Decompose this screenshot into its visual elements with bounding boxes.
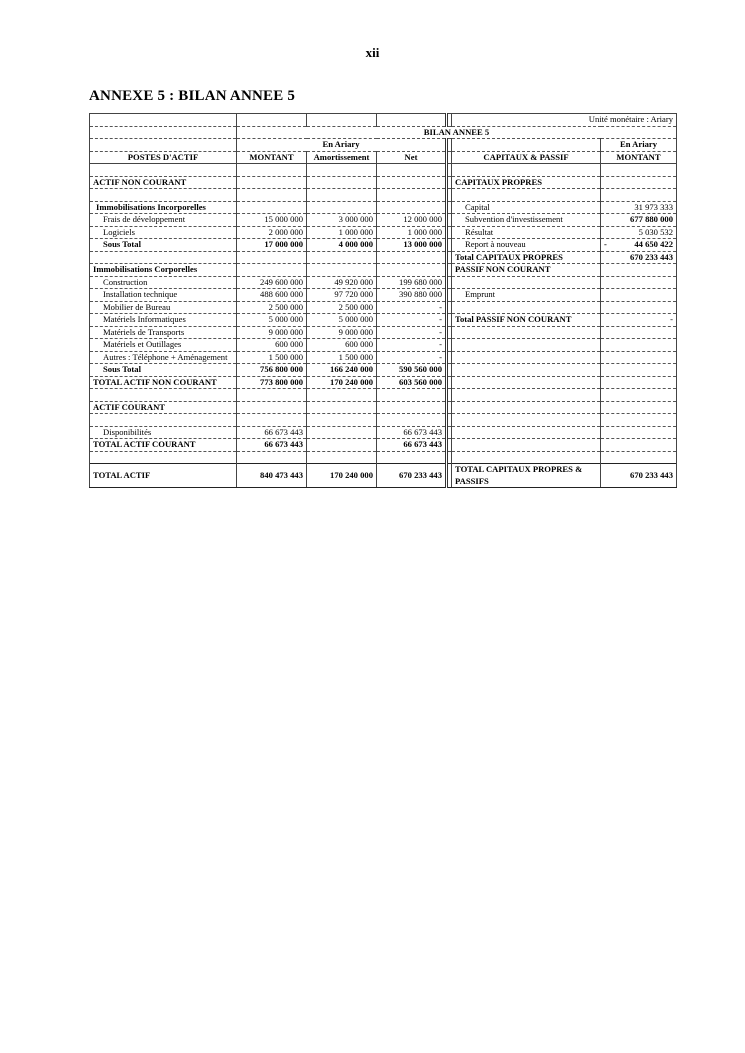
net-cell [377, 251, 447, 264]
table-row [90, 314, 677, 327]
montant-cell [237, 201, 307, 214]
table-row [90, 414, 677, 427]
passif-montant: 677 880 000 [601, 214, 677, 227]
amortissement-cell [307, 189, 377, 202]
amortissement-cell: 9 000 000 [307, 326, 377, 339]
montant-cell: 15 000 000 [237, 214, 307, 227]
row-label: TOTAL ACTIF COURANT [90, 439, 237, 452]
montant-cell: 66 673 443 [237, 426, 307, 439]
passif-montant: 670 233 443 [601, 251, 677, 264]
montant-cell: 1 500 000 [237, 351, 307, 364]
passif-label [452, 389, 601, 402]
col-amortissement: Amortissement [307, 151, 377, 164]
col-net: Net [377, 151, 447, 164]
passif-montant: 5 030 532 [601, 226, 677, 239]
table-row [90, 401, 677, 414]
passif-montant [601, 339, 677, 352]
net-cell: 199 680 000 [377, 276, 447, 289]
table-row [90, 214, 677, 227]
table-row [90, 426, 677, 439]
montant-cell [237, 389, 307, 402]
net-cell [377, 164, 447, 177]
passif-label [452, 414, 601, 427]
passif-montant: 31 973 333 [601, 201, 677, 214]
net-cell: 13 000 000 [377, 239, 447, 252]
row-label: ACTIF COURANT [90, 401, 237, 414]
passif-label: Report à nouveau [452, 239, 601, 252]
passif-label [452, 301, 601, 314]
net-cell: 670 233 443 [377, 464, 447, 488]
passif-label [452, 426, 601, 439]
passif-montant [601, 264, 677, 277]
title-row [90, 126, 677, 139]
net-cell: 66 673 443 [377, 426, 447, 439]
row-label: Sous Total [90, 364, 237, 377]
net-cell [377, 264, 447, 277]
passif-label [452, 164, 601, 177]
montant-cell: 600 000 [237, 339, 307, 352]
passif-label: Subvention d'investissement [452, 214, 601, 227]
net-cell: 590 560 000 [377, 364, 447, 377]
amortissement-cell: 170 240 000 [307, 464, 377, 488]
net-cell: - [377, 314, 447, 327]
amortissement-cell: 170 240 000 [307, 376, 377, 389]
montant-cell [237, 414, 307, 427]
table-row [90, 439, 677, 452]
net-cell [377, 176, 447, 189]
amortissement-cell [307, 401, 377, 414]
balance-sheet-table [89, 113, 677, 488]
row-label [90, 164, 237, 177]
amortissement-cell [307, 426, 377, 439]
passif-montant [601, 414, 677, 427]
passif-label [452, 401, 601, 414]
net-cell: - [377, 301, 447, 314]
passif-label: Résultat [452, 226, 601, 239]
net-cell: - [377, 339, 447, 352]
amortissement-cell [307, 251, 377, 264]
passif-montant [601, 289, 677, 302]
passif-label: CAPITAUX PROPRES [452, 176, 601, 189]
table-row [90, 364, 677, 377]
row-label: Installation technique [90, 289, 237, 302]
passif-label [452, 189, 601, 202]
row-label: Autres : Téléphone + Aménagement [90, 351, 237, 364]
table-row [90, 164, 677, 177]
table-row [90, 301, 677, 314]
passif-montant [601, 239, 677, 252]
passif-label: Total PASSIF NON COURANT [452, 314, 601, 327]
montant-cell: 5 000 000 [237, 314, 307, 327]
col-montant: MONTANT [237, 151, 307, 164]
montant-cell [237, 264, 307, 277]
montant-cell: 2 500 000 [237, 301, 307, 314]
amortissement-cell [307, 389, 377, 402]
passif-montant: - [601, 314, 677, 327]
amortissement-cell [307, 176, 377, 189]
montant-cell [237, 189, 307, 202]
row-label: Frais de développement [90, 214, 237, 227]
col-postes: POSTES D'ACTIF [90, 151, 237, 164]
table-row [90, 239, 677, 252]
passif-label [452, 326, 601, 339]
passif-montant [601, 189, 677, 202]
row-label [90, 389, 237, 402]
currency-unit: Unité monétaire : Ariary [452, 114, 677, 127]
table-row [90, 376, 677, 389]
montant-cell [237, 401, 307, 414]
passif-montant [601, 176, 677, 189]
passif-montant [601, 276, 677, 289]
negative-sign: - [604, 239, 607, 249]
row-label: Matériels et Outillages [90, 339, 237, 352]
table-row [90, 289, 677, 302]
montant-cell: 249 600 000 [237, 276, 307, 289]
table-row [90, 176, 677, 189]
passif-montant [601, 401, 677, 414]
table-row [90, 339, 677, 352]
row-label: Matériels Informatiques [90, 314, 237, 327]
amortissement-cell [307, 439, 377, 452]
passif-label: Capital [452, 201, 601, 214]
passif-label: TOTAL CAPITAUX PROPRES & PASSIFS [452, 464, 601, 488]
passif-montant [601, 326, 677, 339]
amortissement-cell [307, 414, 377, 427]
table-title: BILAN ANNEE 5 [237, 126, 677, 139]
amortissement-cell [307, 164, 377, 177]
row-label [90, 189, 237, 202]
amortissement-cell: 3 000 000 [307, 214, 377, 227]
amortissement-cell: 4 000 000 [307, 239, 377, 252]
table-row [90, 226, 677, 239]
passif-montant [601, 389, 677, 402]
montant-cell [237, 451, 307, 464]
table-row [90, 389, 677, 402]
amortissement-cell [307, 201, 377, 214]
table-row [90, 189, 677, 202]
montant-cell: 756 800 000 [237, 364, 307, 377]
amortissement-cell: 1 000 000 [307, 226, 377, 239]
amortissement-cell: 97 720 000 [307, 289, 377, 302]
col-montant-passif: MONTANT [601, 151, 677, 164]
net-cell: - [377, 326, 447, 339]
net-cell: 12 000 000 [377, 214, 447, 227]
column-header-row [90, 151, 677, 164]
row-label: TOTAL ACTIF [90, 464, 237, 488]
row-label [90, 251, 237, 264]
en-ariary-right: En Ariary [601, 139, 677, 152]
passif-montant [601, 376, 677, 389]
table-row [90, 201, 677, 214]
row-label: Matériels de Transports [90, 326, 237, 339]
row-label [90, 451, 237, 464]
net-cell [377, 451, 447, 464]
passif-label [452, 439, 601, 452]
row-label: Sous Total [90, 239, 237, 252]
net-cell [377, 189, 447, 202]
passif-label [452, 276, 601, 289]
row-label [90, 414, 237, 427]
passif-label: PASSIF NON COURANT [452, 264, 601, 277]
page-number: xii [365, 45, 380, 60]
net-cell: 390 880 000 [377, 289, 447, 302]
passif-montant: 670 233 443 [601, 464, 677, 488]
montant-cell: 17 000 000 [237, 239, 307, 252]
net-cell [377, 414, 447, 427]
table-row [90, 276, 677, 289]
row-label: Immobilisations Corporelles [90, 264, 237, 277]
amortissement-cell: 2 500 000 [307, 301, 377, 314]
unit-row [90, 114, 677, 127]
amortissement-cell: 5 000 000 [307, 314, 377, 327]
passif-label: Total CAPITAUX PROPRES [452, 251, 601, 264]
net-cell: - [377, 351, 447, 364]
passif-montant [601, 351, 677, 364]
amortissement-cell [307, 451, 377, 464]
net-cell: 66 673 443 [377, 439, 447, 452]
passif-label [452, 364, 601, 377]
passif-label [452, 451, 601, 464]
net-cell [377, 389, 447, 402]
montant-cell [237, 164, 307, 177]
montant-cell: 66 673 443 [237, 439, 307, 452]
passif-montant [601, 364, 677, 377]
passif-montant [601, 439, 677, 452]
net-cell: 603 560 000 [377, 376, 447, 389]
montant-cell [237, 176, 307, 189]
row-label: TOTAL ACTIF NON COURANT [90, 376, 237, 389]
table-row [90, 251, 677, 264]
balance-sheet [89, 113, 676, 488]
passif-value: 44 650 422 [634, 239, 673, 249]
passif-montant [601, 451, 677, 464]
table-row [90, 351, 677, 364]
passif-montant [601, 164, 677, 177]
passif-montant [601, 426, 677, 439]
annex-heading: ANNEXE 5 : BILAN ANNEE 5 [89, 88, 296, 104]
table-row [90, 264, 677, 277]
row-label: Mobilier de Bureau [90, 301, 237, 314]
table-row [90, 464, 677, 488]
net-cell: 1 000 000 [377, 226, 447, 239]
passif-label [452, 376, 601, 389]
passif-label [452, 339, 601, 352]
row-label: ACTIF NON COURANT [90, 176, 237, 189]
montant-cell: 773 800 000 [237, 376, 307, 389]
currency-row [90, 139, 677, 152]
row-label: Immobilisations Incorporelles [90, 201, 237, 214]
row-label: Logiciels [90, 226, 237, 239]
amortissement-cell: 1 500 000 [307, 351, 377, 364]
col-capitaux: CAPITAUX & PASSIF [452, 151, 601, 164]
amortissement-cell: 166 240 000 [307, 364, 377, 377]
row-label: Disponibilités [90, 426, 237, 439]
amortissement-cell: 600 000 [307, 339, 377, 352]
montant-cell: 2 000 000 [237, 226, 307, 239]
passif-label [452, 351, 601, 364]
row-label: Construction [90, 276, 237, 289]
montant-cell: 840 473 443 [237, 464, 307, 488]
table-row [90, 326, 677, 339]
amortissement-cell [307, 264, 377, 277]
net-cell [377, 401, 447, 414]
en-ariary-left: En Ariary [237, 139, 447, 152]
montant-cell: 9 000 000 [237, 326, 307, 339]
passif-montant [601, 301, 677, 314]
net-cell [377, 201, 447, 214]
montant-cell [237, 251, 307, 264]
passif-label: Emprunt [452, 289, 601, 302]
amortissement-cell: 49 920 000 [307, 276, 377, 289]
table-row [90, 451, 677, 464]
montant-cell: 488 600 000 [237, 289, 307, 302]
